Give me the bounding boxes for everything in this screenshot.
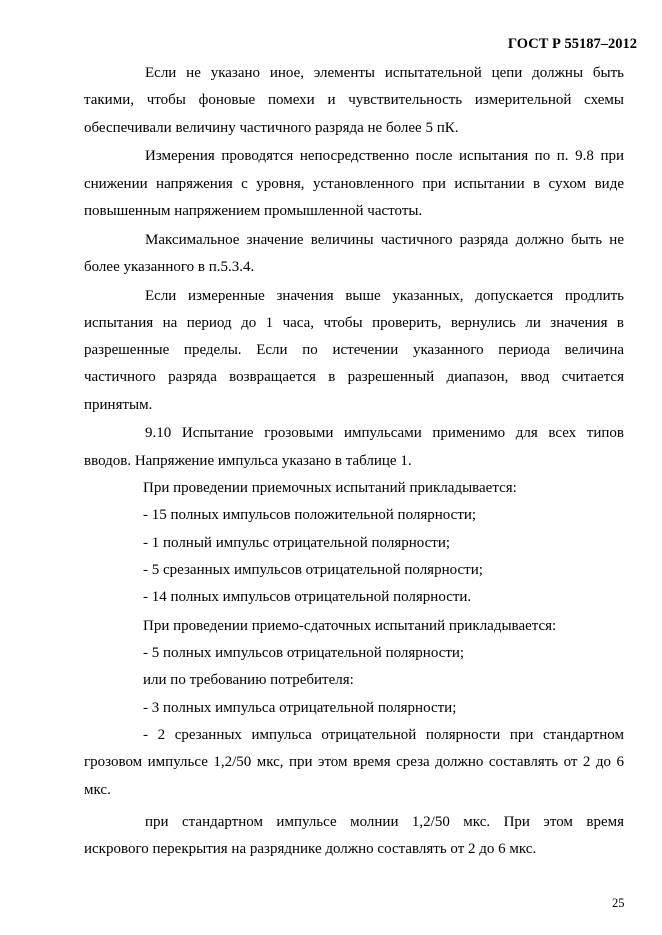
text-line: более указанного в п.5.3.4.: [84, 258, 255, 275]
document-body: [84, 60, 624, 864]
list-item: - 1 полный импульс отрицательной полярности;: [143, 534, 451, 551]
text-line: Если не указано иное, элементы испытательной цепи должны быть: [145, 65, 624, 81]
list-item: - 5 полных импульсов отрицательной полярности;: [143, 645, 465, 662]
text-line: разрешенные пределы. Если по истечении указанного периода величина: [84, 342, 624, 359]
text-line: искрового перекрытия на разряднике должно составлять от 2 до 6 мкс.: [84, 841, 537, 858]
text-line: такими, чтобы фоновые помехи и чувствительность измерительной схемы: [84, 92, 624, 109]
paragraph: [84, 809, 624, 864]
list-item: - 2 срезанных импульса отрицательной полярности при стандартном: [143, 727, 624, 744]
text-line: Максимальное значение величины частичного разряда должно быть не: [145, 231, 624, 248]
text-line: вводов. Напряжение импульса указано в таблице 1.: [84, 452, 412, 469]
text-line: Если измеренные значения выше указанных, допускается продлить: [145, 287, 624, 304]
text-line: принятым.: [84, 396, 153, 413]
text-line: грозовом импульсе 1,2/50 мкс, при этом время среза должно составлять от 2 до 6: [84, 754, 624, 771]
text-line: при стандартном импульсе молнии 1,2/50 мкс. При этом время: [145, 813, 624, 830]
page-number: 25: [612, 896, 625, 910]
text-line: При проведении приемо-сдаточных испытаний прикладывается:: [143, 617, 557, 634]
text-line: При проведении приемочных испытаний прикладывается:: [143, 480, 517, 497]
paragraph: [84, 60, 624, 142]
list-item: - 5 срезанных импульсов отрицательной полярности;: [143, 561, 483, 578]
text-line: частичного разряда возвращается в разрешенный диапазон, ввод считается: [84, 369, 624, 386]
list-item: - 14 полных импульсов отрицательной полярности.: [143, 589, 472, 606]
paragraph-section-9-10: [84, 420, 624, 475]
paragraph: [84, 227, 624, 282]
routine-test-list: [84, 613, 624, 804]
text-line: 9.10 Испытание грозовыми импульсами применимо для всех типов: [145, 425, 624, 442]
text-line: обеспечивали величину частичного разряда не более 5 пК.: [84, 119, 459, 136]
text-line: Измерения проводятся непосредственно после испытания по п. 9.8 при: [145, 148, 624, 165]
text-line: испытания на период до 1 часа, чтобы проверить, вернулись ли значения в: [84, 314, 624, 331]
paragraph: [84, 283, 624, 419]
list-item: - 15 полных импульсов положительной полярности;: [143, 507, 477, 524]
paragraph: [84, 143, 624, 225]
text-line: снижении напряжения с уровня, установленного при испытании в сухом виде: [84, 175, 624, 192]
text-line: или по требованию потребителя:: [143, 672, 354, 689]
document-header-id: ГОСТ Р 55187–2012: [507, 36, 637, 52]
text-line: повышенным напряжением промышленной частоты.: [84, 202, 423, 219]
text-line: мкс.: [84, 781, 111, 798]
acceptance-test-list: [84, 475, 624, 611]
list-item: - 3 полных импульса отрицательной полярности;: [143, 699, 457, 716]
